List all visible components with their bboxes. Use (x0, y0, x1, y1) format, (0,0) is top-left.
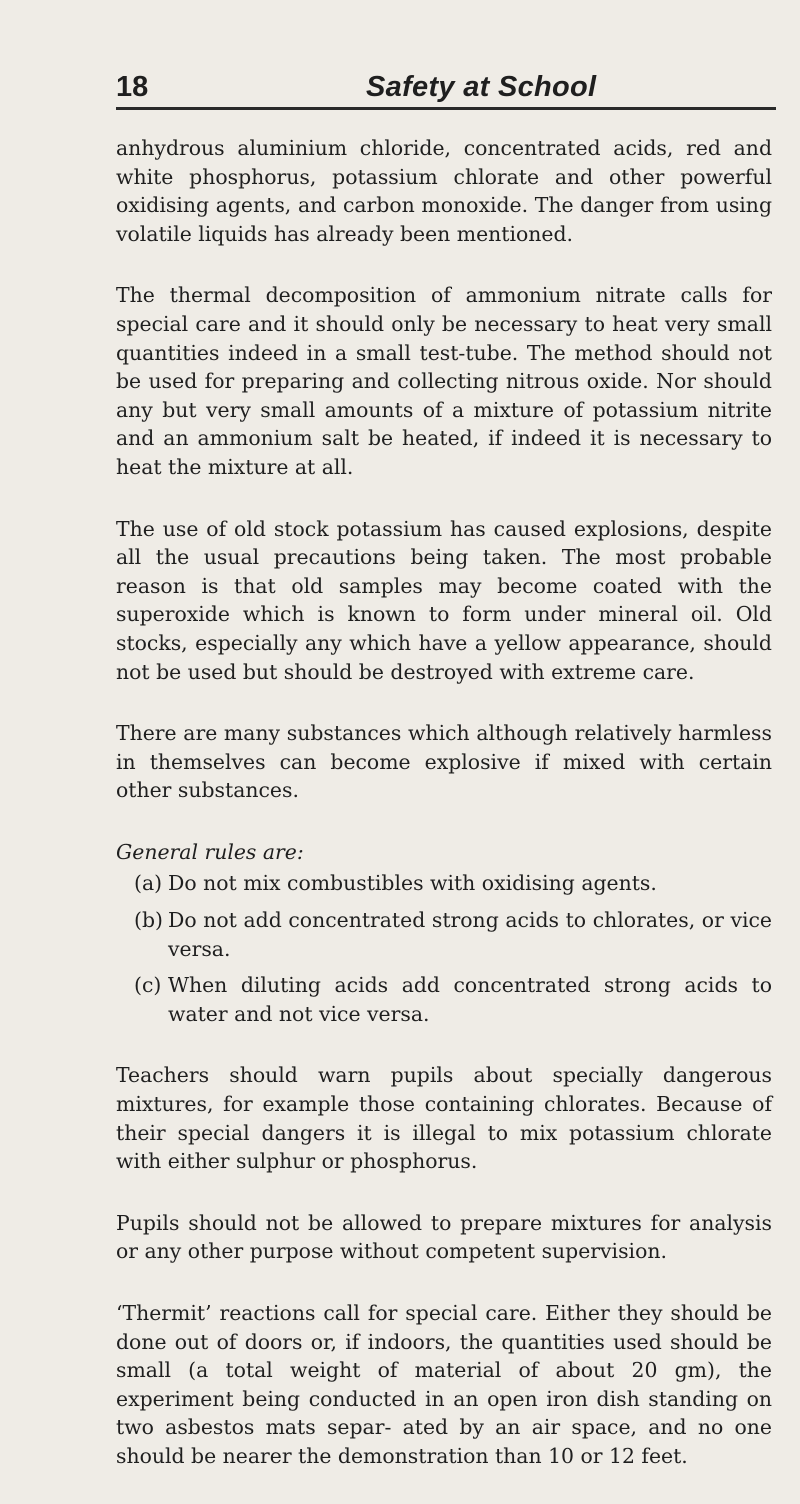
paragraph-hazardous-reagents: anhydrous aluminium chloride, concentrated acids, red and white phosphorus, potassium chlorate and other powerful oxidising agents, and carbon monoxide. The danger from using volatile liquids has already been mentioned. (116, 136, 772, 246)
rule-marker: (c) (134, 973, 162, 998)
rule-item (116, 869, 772, 898)
paragraph-pupil-supervision: Pupils should not be allowed to prepare mixtures for analysis or any other purpose without competent supervision. (116, 1210, 772, 1264)
paragraph-old-potassium: The use of old stock potassium has caused explosions, despite all the usual precautions being taken. The most probable reason is that old samples may become coated with the superoxide which is known to form under mineral oil. Old stocks, especially any which have a yellow appearance, should not be used but should be destroyed with extreme care. (116, 516, 772, 684)
rule-item (116, 906, 772, 963)
rule-marker: (a) (134, 871, 163, 896)
rule-marker: (b) (134, 908, 163, 933)
rule-text: Do not add concentrated strong acids to chlorates, or vice versa. (168, 908, 772, 961)
paragraph-ammonium-nitrate: The thermal decomposition of ammonium nitrate calls for special care and it should only be necessary to heat very small quantities indeed in a small test-tube. The method should not be used for preparing and collecting nitrous oxide. Nor should any but very small amounts of a mixture of potassium nitrite and an ammonium salt be heated, if indeed it is necessary to heat the mixture at all. (116, 283, 772, 479)
paragraph-teacher-warning: Teachers should warn pupils about specially dangerous mixtures, for example those containing chlorates. Because of their special dangers it is illegal to mix potassium chlorate with either sulphur or phosphorus. (116, 1063, 772, 1174)
rule-text: When diluting acids add concentrated strong acids to water and not vice versa. (168, 973, 772, 1026)
paragraph-thermit-reactions: ‘Thermit’ reactions call for special care. Either they should be done out of doors or, if indoors, the quantities used should be small (a total weight of material of about 20 gm), the experiment being conducted in an open iron dish standing on two asbestos mats separ- ated by an air space, and no one should be nearer the demonstration than 10 or 12 feet. (116, 1301, 772, 1468)
page-number: 18 (116, 71, 149, 103)
paragraph-explosive-mixtures: There are many substances which although relatively harmless in themselves can become explosive if mixed with certain other substances. (116, 721, 772, 803)
general-rules-list (116, 869, 772, 1028)
rule-item (116, 971, 772, 1028)
header-rule (116, 107, 776, 110)
page-body (116, 134, 772, 1504)
page-header (78, 60, 776, 103)
rule-text: Do not mix combustibles with oxidising agents. (168, 871, 657, 896)
running-title: Safety at School (366, 71, 597, 103)
general-rules-heading: General rules are: (116, 839, 304, 864)
